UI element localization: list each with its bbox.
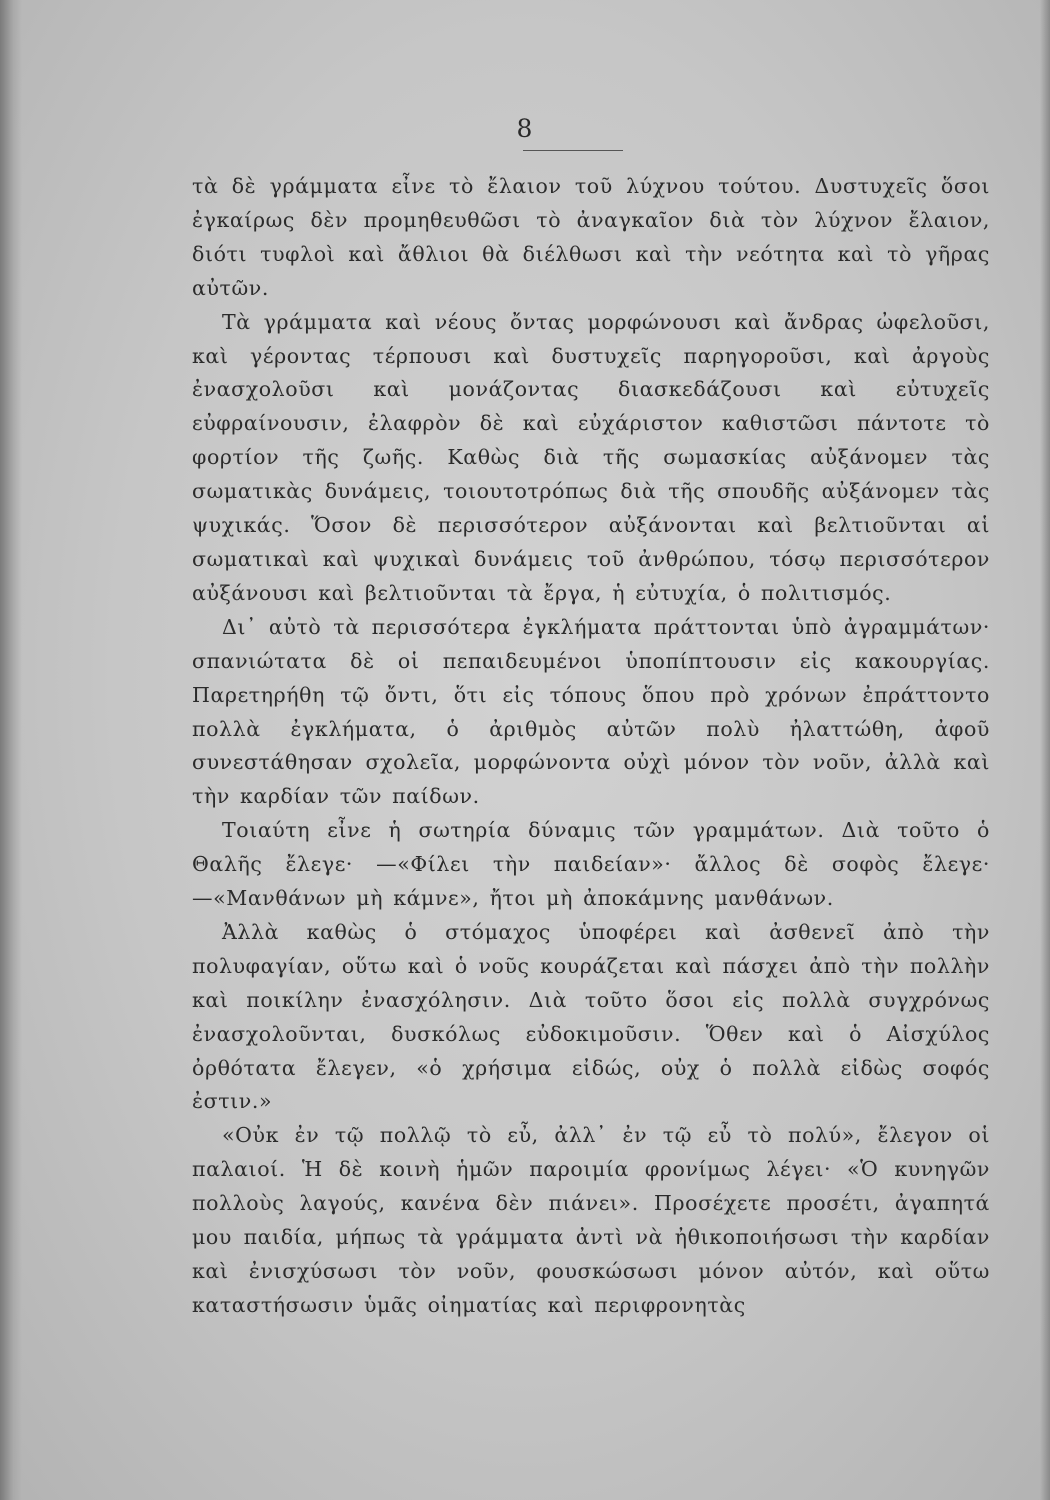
body-text <box>192 170 990 1323</box>
paragraph-5: Ἀλλὰ καθὼς ὁ στόμαχος ὑποφέρει καὶ ἀσθενεῖ ἀπὸ τὴν πολυφαγίαν, οὕτω καὶ ὁ νοῦς κουράζεται καὶ πάσχει ἀπὸ τὴν πολλὴν καὶ ποικίλην ἐνασχόλησιν. Διὰ τοῦτο ὅσοι εἰς πολλὰ συγχρόνως ἐνασχολοῦνται, δυσκόλως εὐδοκιμοῦσιν. Ὅθεν καὶ ὁ Αἰσχύλος ὀρθότατα ἔλεγεν, «ὁ χρήσιμα εἰδώς, οὐχ ὁ πολλὰ εἰδὼς σοφός ἐστιν.» <box>192 919 990 1114</box>
page-shadow-left <box>0 0 22 1500</box>
page-number: 8 <box>516 114 534 143</box>
paragraph-1: τὰ δὲ γράμματα εἶνε τὸ ἔλαιον τοῦ λύχνου τούτου. Δυστυχεῖς ὅσοι ἐγκαίρως δὲν προμηθευθῶσι τὸ ἀναγκαῖον διὰ τὸν λύχνον ἔλαιον, διότι τυφλοὶ καὶ ἄθλιοι θὰ διέλθωσι καὶ τὴν νεότητα καὶ τὸ γῆρας αὐτῶν. <box>192 174 990 300</box>
page-shadow-right <box>1040 0 1050 1500</box>
paragraph-6: «Οὐκ ἐν τῷ πολλῷ τὸ εὖ, ἀλλ᾽ ἐν τῷ εὖ τὸ πολύ», ἔλεγον οἱ παλαιοί. Ἡ δὲ κοινὴ ἡμῶν παροιμία φρονίμως λέγει· «Ὁ κυνηγῶν πολλοὺς λαγούς, κανένα δὲν πιάνει». Προσέχετε προσέτι, ἀγαπητά μου παιδία, μήπως τὰ γράμματα ἀντὶ νὰ ἠθικοποιήσωσι τὴν καρδίαν καὶ ἐνισχύσωσι τὸν νοῦν, φουσκώσωσι μόνον αὐτόν, καὶ οὕτω καταστήσωσιν ὑμᾶς οἰηματίας καὶ περιφρονητὰς <box>192 1123 990 1317</box>
paragraph-3: Δι᾽ αὐτὸ τὰ περισσότερα ἐγκλήματα πράττονται ὑπὸ ἀγραμμάτων· σπανιώτατα δὲ οἱ πεπαιδευμένοι ὑποπίπτουσιν εἰς κακουργίας. Παρετηρήθη τῷ ὄντι, ὅτι εἰς τόπους ὅπου πρὸ χρόνων ἐπράττοντο πολλὰ ἐγκλήματα, ὁ ἀριθμὸς αὐτῶν πολὺ ἠλαττώθη, ἀφοῦ συνεστάθησαν σχολεῖα, μορφώνοντα οὐχὶ μόνον τὸν νοῦν, ἀλλὰ καὶ τὴν καρδίαν τῶν παίδων. <box>192 614 990 809</box>
page-number-rule <box>523 150 623 151</box>
paragraph-2: Τὰ γράμματα καὶ νέους ὄντας μορφώνουσι καὶ ἄνδρας ὠφελοῦσι, καὶ γέροντας τέρπουσι καὶ δυστυχεῖς παρηγοροῦσι, καὶ ἀργοὺς ἐνασχολοῦσι καὶ μονάζοντας διασκεδάζουσι καὶ εὐτυχεῖς εὐφραίνουσιν, ἐλαφρὸν δὲ καὶ εὐχάριστον καθιστῶσι πάντοτε τὸ φορτίον τῆς ζωῆς. Καθὼς διὰ τῆς σωμασκίας αὐξάνομεν τὰς σωματικὰς δυνάμεις, τοιουτοτρόπως διὰ τῆς σπουδῆς αὐξάνομεν τὰς ψυχικάς. Ὅσον δὲ περισσότερον αὐξάνονται καὶ βελτιοῦνται αἱ σωματικαὶ καὶ ψυχικαὶ δυνάμεις τοῦ ἀνθρώπου, τόσῳ περισσότερον αὐξάνουσι καὶ βελτιοῦνται τὰ ἔργα, ἡ εὐτυχία, ὁ πολιτισμός. <box>192 309 990 605</box>
paragraph-4: Τοιαύτη εἶνε ἡ σωτηρία δύναμις τῶν γραμμάτων. Διὰ τοῦτο ὁ Θαλῆς ἔλεγε· —«Φίλει τὴν παιδείαν»· ἄλλος δὲ σοφὸς ἔλεγε· —«Μανθάνων μὴ κάμνε», ἤτοι μὴ ἀποκάμνης μανθάνων. <box>192 818 990 911</box>
